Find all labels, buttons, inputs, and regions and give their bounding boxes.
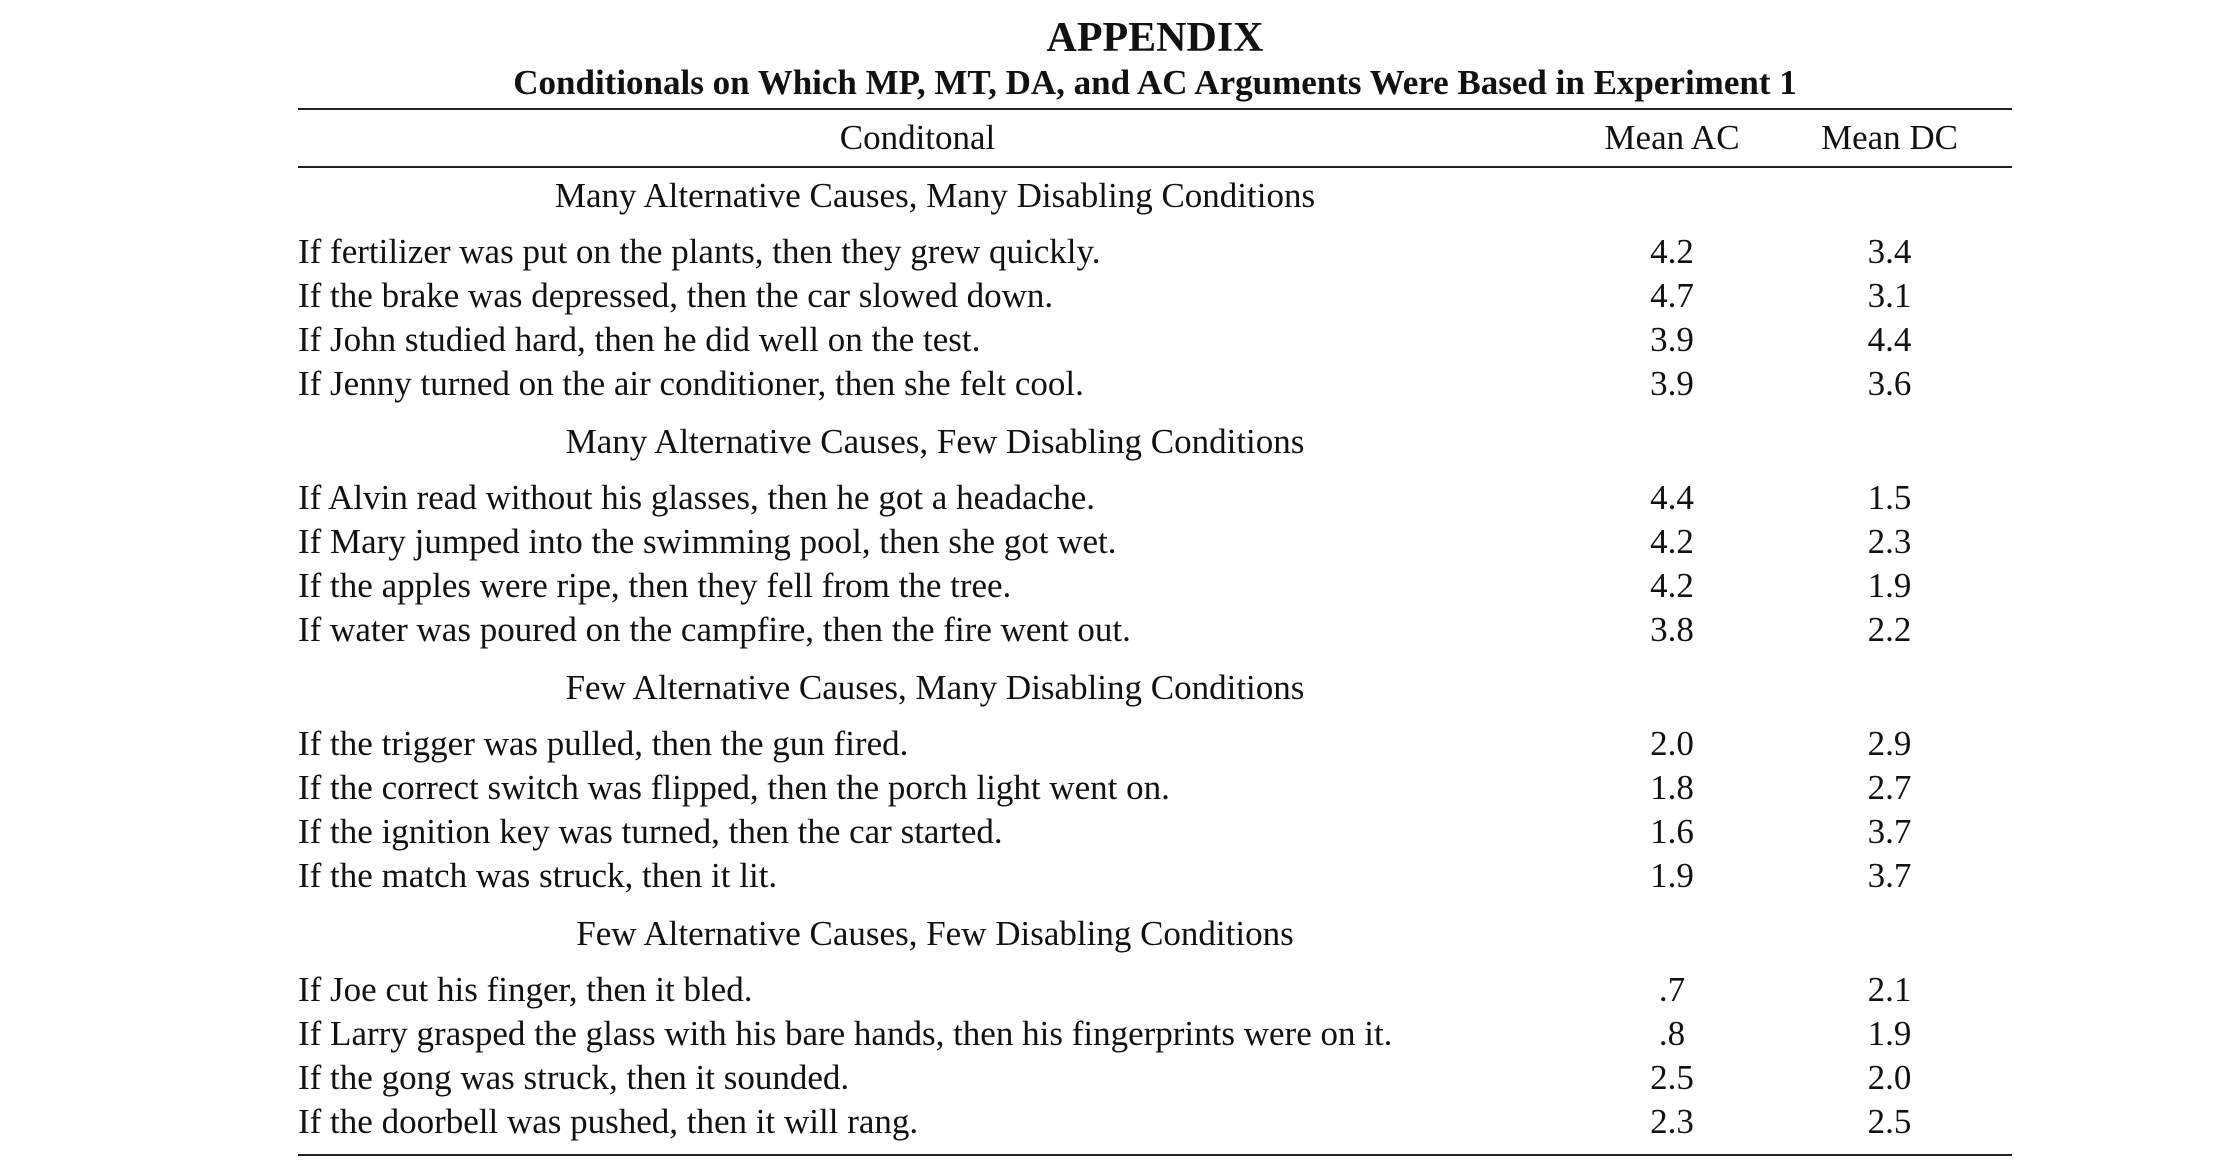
table-row: [298, 564, 2012, 608]
mean-ac-cell: 2.5: [1650, 1058, 1694, 1097]
table-group: [298, 174, 2012, 406]
mean-ac-cell: 2.3: [1650, 1102, 1694, 1141]
mean-ac-cell: .7: [1658, 970, 1686, 1009]
mean-dc-cell: 3.1: [1867, 276, 1912, 315]
mean-dc-cell: 4.4: [1867, 320, 1912, 359]
table-body: [298, 174, 2012, 1144]
mean-dc-cell: 2.5: [1867, 1102, 1912, 1141]
mean-dc-cell: 1.5: [1867, 478, 1912, 517]
table-row: [298, 230, 2012, 274]
conditional-cell: If water was poured on the campfire, then the fire went out.: [298, 610, 1131, 649]
header-conditional: Conditonal: [839, 118, 996, 157]
group-title: Few Alternative Causes, Few Disabling Conditions: [576, 914, 1294, 953]
mean-dc-cell: 1.9: [1867, 1014, 1912, 1053]
mean-ac-cell: 4.7: [1650, 276, 1694, 315]
conditional-cell: If Mary jumped into the swimming pool, then she got wet.: [298, 522, 1117, 561]
mean-dc-cell: 2.1: [1867, 970, 1912, 1009]
group-title: Many Alternative Causes, Many Disabling Conditions: [554, 176, 1316, 215]
table-row: [298, 608, 2012, 652]
table-row: [298, 1100, 2012, 1144]
table-row: [298, 722, 2012, 766]
mean-dc-cell: 2.7: [1867, 768, 1912, 807]
header-mean-dc: Mean DC: [1820, 118, 1959, 157]
mean-ac-cell: 1.8: [1650, 768, 1694, 807]
conditional-cell: If the gong was struck, then it sounded.: [298, 1058, 850, 1097]
table-row: [298, 520, 2012, 564]
conditional-cell: If the trigger was pulled, then the gun fired.: [298, 724, 909, 763]
table-row: [298, 476, 2012, 520]
mean-dc-cell: 3.4: [1867, 232, 1912, 271]
conditional-cell: If Joe cut his finger, then it bled.: [298, 970, 753, 1009]
mean-dc-cell: 2.2: [1867, 610, 1912, 649]
conditional-cell: If Alvin read without his glasses, then he got a headache.: [298, 478, 1096, 517]
mean-ac-cell: 1.6: [1650, 812, 1694, 851]
conditional-cell: If the correct switch was flipped, then the porch light went on.: [298, 768, 1170, 807]
appendix-table: [298, 14, 2012, 1156]
mean-ac-cell: 4.2: [1650, 522, 1694, 561]
mean-ac-cell: 3.9: [1650, 320, 1694, 359]
mean-dc-cell: 3.7: [1867, 856, 1912, 895]
conditional-cell: If the brake was depressed, then the car slowed down.: [298, 276, 1054, 315]
conditional-cell: If Jenny turned on the air conditioner, then she felt cool.: [298, 364, 1084, 403]
table-row: [298, 1012, 2012, 1056]
conditional-cell: If the apples were ripe, then they fell from the tree.: [298, 566, 1012, 605]
mean-dc-cell: 1.9: [1867, 566, 1912, 605]
mean-dc-cell: 2.0: [1867, 1058, 1912, 1097]
table-group: [298, 666, 2012, 898]
header-mean-ac: Mean AC: [1604, 118, 1740, 157]
conditional-cell: If fertilizer was put on the plants, then they grew quickly.: [298, 232, 1101, 271]
mean-ac-cell: 4.4: [1650, 478, 1694, 517]
mean-dc-cell: 2.3: [1867, 522, 1912, 561]
table-group: [298, 420, 2012, 652]
mean-ac-cell: 3.9: [1650, 364, 1694, 403]
mean-ac-cell: 4.2: [1650, 566, 1694, 605]
appendix-title: APPENDIX: [1046, 15, 1264, 61]
table-row: [298, 362, 2012, 406]
conditional-cell: If the ignition key was turned, then the car started.: [298, 812, 1003, 851]
header-rule: [298, 166, 2012, 168]
mean-ac-cell: .8: [1658, 1014, 1686, 1053]
table-header: [298, 110, 2012, 166]
conditional-cell: If the match was struck, then it lit.: [298, 856, 778, 895]
table-caption: Conditionals on Which MP, MT, DA, and AC Arguments Were Based in Experiment 1: [513, 63, 1797, 102]
bottom-rule: [298, 1154, 2012, 1156]
conditional-cell: If the doorbell was pushed, then it will rang.: [298, 1102, 919, 1141]
group-title: Many Alternative Causes, Few Disabling Conditions: [565, 422, 1305, 461]
mean-ac-cell: 2.0: [1650, 724, 1694, 763]
mean-ac-cell: 1.9: [1650, 856, 1694, 895]
group-title: Few Alternative Causes, Many Disabling Conditions: [565, 668, 1305, 707]
mean-ac-cell: 3.8: [1650, 610, 1694, 649]
table-row: [298, 968, 2012, 1012]
table-row: [298, 274, 2012, 318]
table-row: [298, 318, 2012, 362]
mean-dc-cell: 2.9: [1867, 724, 1912, 763]
table-row: [298, 810, 2012, 854]
table-row: [298, 854, 2012, 898]
mean-dc-cell: 3.7: [1867, 812, 1912, 851]
conditional-cell: If John studied hard, then he did well on the test.: [298, 320, 981, 359]
mean-ac-cell: 4.2: [1650, 232, 1694, 271]
conditional-cell: If Larry grasped the glass with his bare hands, then his fingerprints were on it.: [298, 1014, 1393, 1053]
mean-dc-cell: 3.6: [1867, 364, 1912, 403]
table-group: [298, 912, 2012, 1144]
table-row: [298, 766, 2012, 810]
table-row: [298, 1056, 2012, 1100]
